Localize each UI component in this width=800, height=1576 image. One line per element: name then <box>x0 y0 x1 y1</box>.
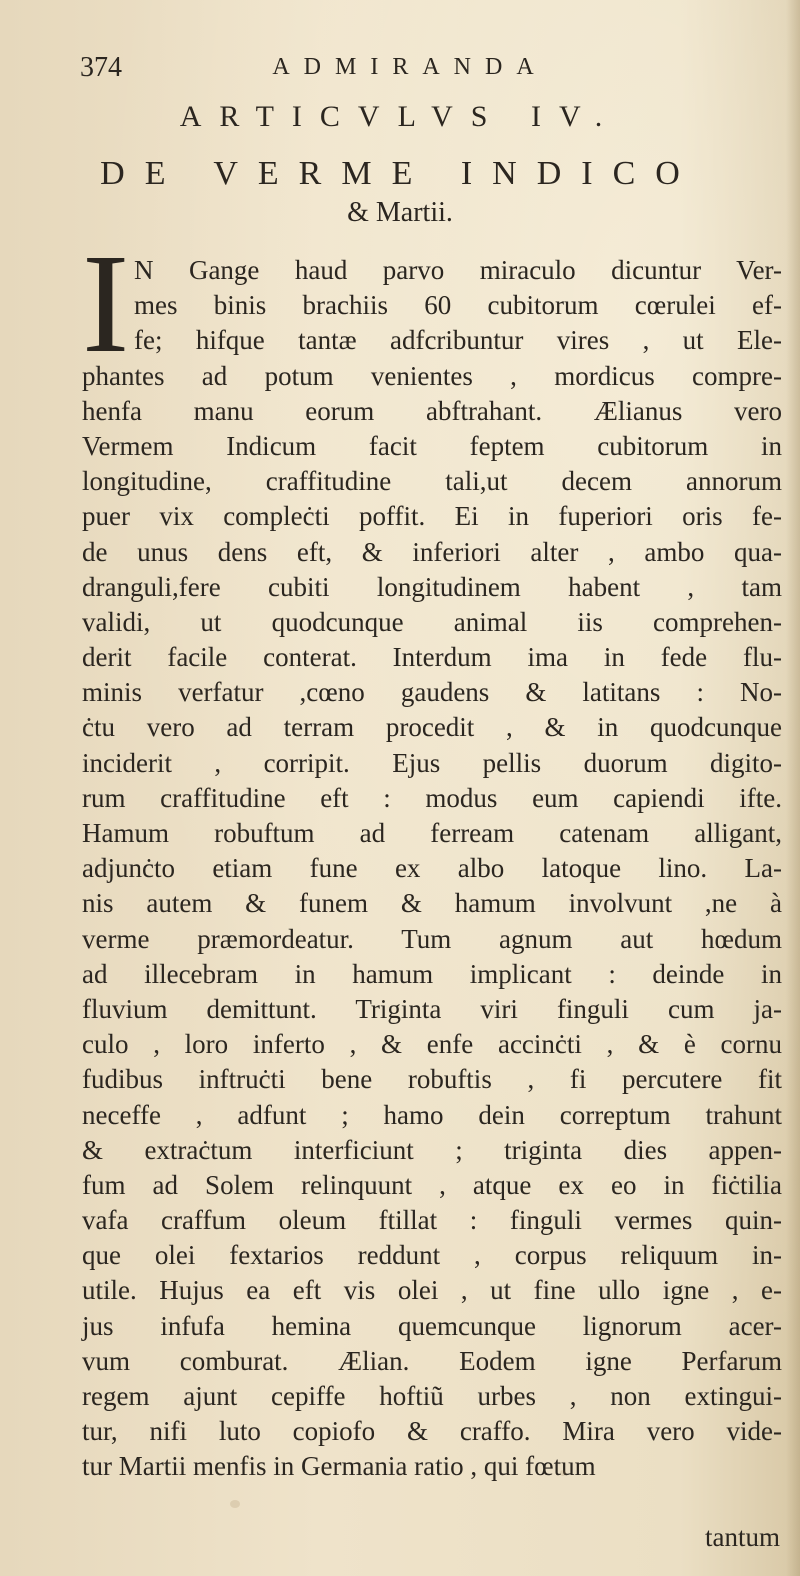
running-head: ADMIRANDA <box>272 54 548 80</box>
article-heading: ARTICVLVS IV. <box>179 100 621 133</box>
text-line: ċtu vero ad terram procedit , & in quodcunque <box>82 712 782 743</box>
text-line: puer vix compleċti poffit. Ei in fuperiori oris fe- <box>82 501 782 532</box>
text-line: fe; hifque tantæ adfcribuntur vires , ut Ele- <box>134 325 782 356</box>
text-line: dranguli,fere cubiti longitudinem habent , tam <box>82 571 782 602</box>
text-line: rum craffitudine eft : modus eum capiendi ifte. <box>82 782 782 813</box>
text-line: nis autem & funem & hamum involvunt ,ne à <box>82 888 782 919</box>
text-line: minis verfatur ,cœno gaudens & latitans : No- <box>82 677 782 708</box>
text-line: fudibus inftruċti bene robuftis , fi percutere fit <box>82 1064 782 1095</box>
paper-stain <box>230 1500 240 1508</box>
text-line: inciderit , corripit. Ejus pellis duorum digito- <box>82 747 782 778</box>
page-edge-shadow <box>786 0 800 1576</box>
text-line: regem ajunt cepiffe hoftiũ urbes , non extingui- <box>82 1381 782 1411</box>
body-text <box>82 253 782 1485</box>
text-line: fum ad Solem relinquunt , atque ex eo in fiċtilia <box>82 1169 782 1200</box>
text-line: tur Martii menfis in Germania ratio , qui fœtum <box>82 1451 596 1482</box>
drop-cap: I <box>82 224 130 382</box>
text-line: vum comburat. Ælian. Eodem igne Perfarum <box>82 1345 782 1376</box>
text-line: verme præmordeatur. Tum agnum aut hœdum <box>82 923 782 954</box>
text-line: henfa manu eorum abftrahant. Ælianus vero <box>82 395 782 426</box>
text-line: adjunċto etiam fune ex albo latoque lino. La- <box>82 853 782 884</box>
text-line: jus infufa hemina quemcunque lignorum acer- <box>82 1310 782 1341</box>
text-line: Vermem Indicum facit feptem cubitorum in <box>82 430 782 461</box>
text-line: culo , loro inferto , & enfe accinċti , & è cornu <box>82 1029 782 1060</box>
text-line: longitudine, craffitudine tali,ut decem annorum <box>82 466 782 497</box>
chapter-subtitle: & Martii. <box>347 197 453 228</box>
page-header <box>80 52 720 92</box>
page-number: 374 <box>80 52 122 83</box>
text-line: derit facile conterat. Interdum ima in fede flu- <box>82 642 782 673</box>
chapter-title: DE VERME INDICO <box>100 155 700 192</box>
catchword: tantum <box>705 1522 780 1552</box>
text-line: mes binis brachiis 60 cubitorum cœrulei ef- <box>134 290 782 321</box>
text-line: neceffe , adfunt ; hamo dein correptum trahunt <box>82 1099 782 1130</box>
paper-stain <box>560 1470 566 1476</box>
text-line: que olei fextarios reddunt , corpus reliquum in- <box>82 1240 782 1271</box>
text-line: fluvium demittunt. Triginta viri finguli cum ja- <box>82 993 782 1024</box>
text-line: utile. Hujus ea eft vis olei , ut fine ullo igne , e- <box>82 1275 782 1306</box>
text-line: tur, nifi luto copiofo & craffo. Mira vero vide- <box>82 1416 782 1447</box>
text-line: validi, ut quodcunque animal iis comprehen- <box>82 606 782 637</box>
text-line: phantes ad potum venientes , mordicus compre- <box>82 360 782 391</box>
text-line: de unus dens eft, & inferiori alter , ambo qua- <box>82 536 782 567</box>
text-line: & extraċtum interficiunt ; triginta dies appen- <box>82 1134 782 1165</box>
text-line: ad illecebram in hamum implicant : deinde in <box>82 958 782 989</box>
text-line: vafa craffum oleum ftillat : finguli vermes quin- <box>82 1205 782 1236</box>
text-line: Hamum robuftum ad ferream catenam alligant, <box>82 818 782 848</box>
text-line: N Gange haud parvo miraculo dicuntur Ver- <box>134 255 782 285</box>
